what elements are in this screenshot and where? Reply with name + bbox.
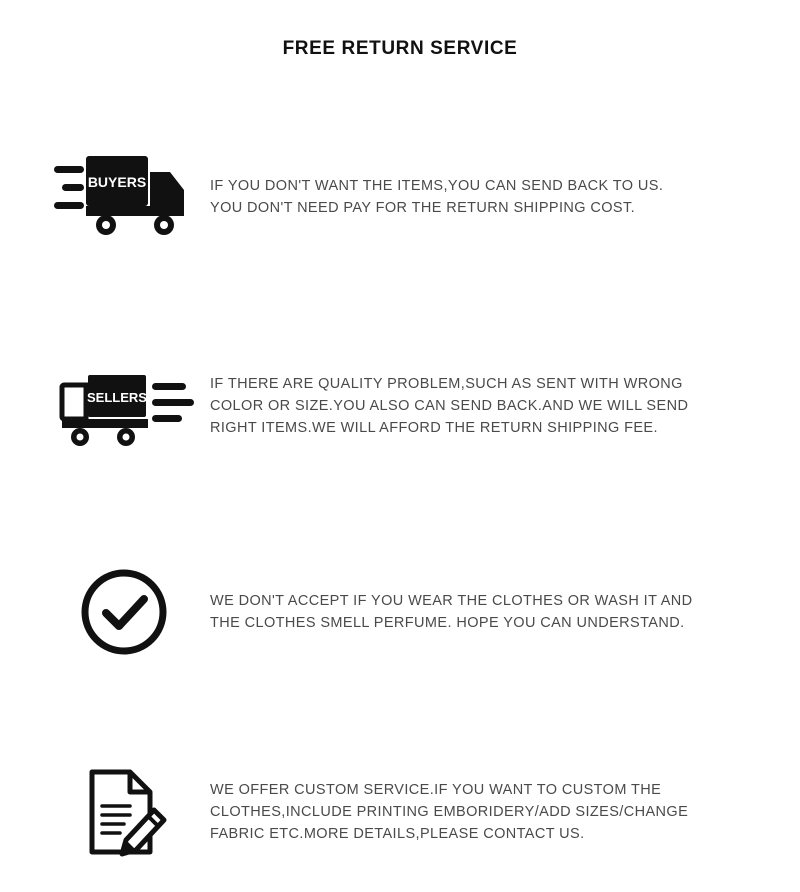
row-spacer <box>0 486 800 532</box>
section-text-sellers <box>204 373 772 439</box>
truck-label-sellers: SELLERS <box>87 390 147 405</box>
section-text-custom <box>204 779 772 845</box>
section-text-line: WE DON'T ACCEPT IF YOU WEAR THE CLOTHES OR WASH IT AND <box>210 593 693 609</box>
section-text-line: WE OFFER CUSTOM SERVICE.IF YOU WANT TO CUSTOM THE <box>210 782 662 798</box>
section-row-check <box>0 532 800 692</box>
icon-cell-custom <box>44 762 204 862</box>
row-spacer <box>0 692 800 732</box>
document-pencil-icon <box>74 762 174 862</box>
section-text-buyers <box>204 175 772 219</box>
icon-cell-buyers <box>44 142 204 252</box>
section-text-line: COLOR OR SIZE.YOU ALSO CAN SEND BACK.AND WE WILL SEND <box>210 398 689 414</box>
delivery-truck-buyers-icon <box>54 142 194 252</box>
section-text-line: IF YOU DON'T WANT THE ITEMS,YOU CAN SEND BACK TO US. <box>210 178 664 194</box>
section-row-sellers <box>0 326 800 486</box>
section-text-line: YOU DON'T NEED PAY FOR THE RETURN SHIPPING COST. <box>210 200 636 216</box>
check-circle-icon <box>78 566 170 658</box>
row-spacer <box>0 272 800 326</box>
page-title: FREE RETURN SERVICE <box>282 38 518 59</box>
section-text-line: CLOTHES,INCLUDE PRINTING EMBORIDERY/ADD SIZES/CHANGE <box>210 804 689 820</box>
section-text-line: IF THERE ARE QUALITY PROBLEM,SUCH AS SENT WITH WRONG <box>210 376 683 392</box>
section-row-custom <box>0 732 800 892</box>
section-text-line: FABRIC ETC.MORE DETAILS,PLEASE CONTACT US. <box>210 826 585 842</box>
truck-label-buyers: BUYERS <box>87 174 147 190</box>
section-text-check <box>204 590 772 634</box>
section-row-buyers <box>0 122 800 272</box>
delivery-truck-sellers-icon <box>54 351 194 461</box>
section-text-line: RIGHT ITEMS.WE WILL AFFORD THE RETURN SHIPPING FEE. <box>210 420 658 436</box>
sections-list <box>0 122 800 892</box>
icon-cell-sellers <box>44 351 204 461</box>
icon-cell-check <box>44 566 204 658</box>
section-text-line: THE CLOTHES SMELL PERFUME. HOPE YOU CAN UNDERSTAND. <box>210 615 685 631</box>
